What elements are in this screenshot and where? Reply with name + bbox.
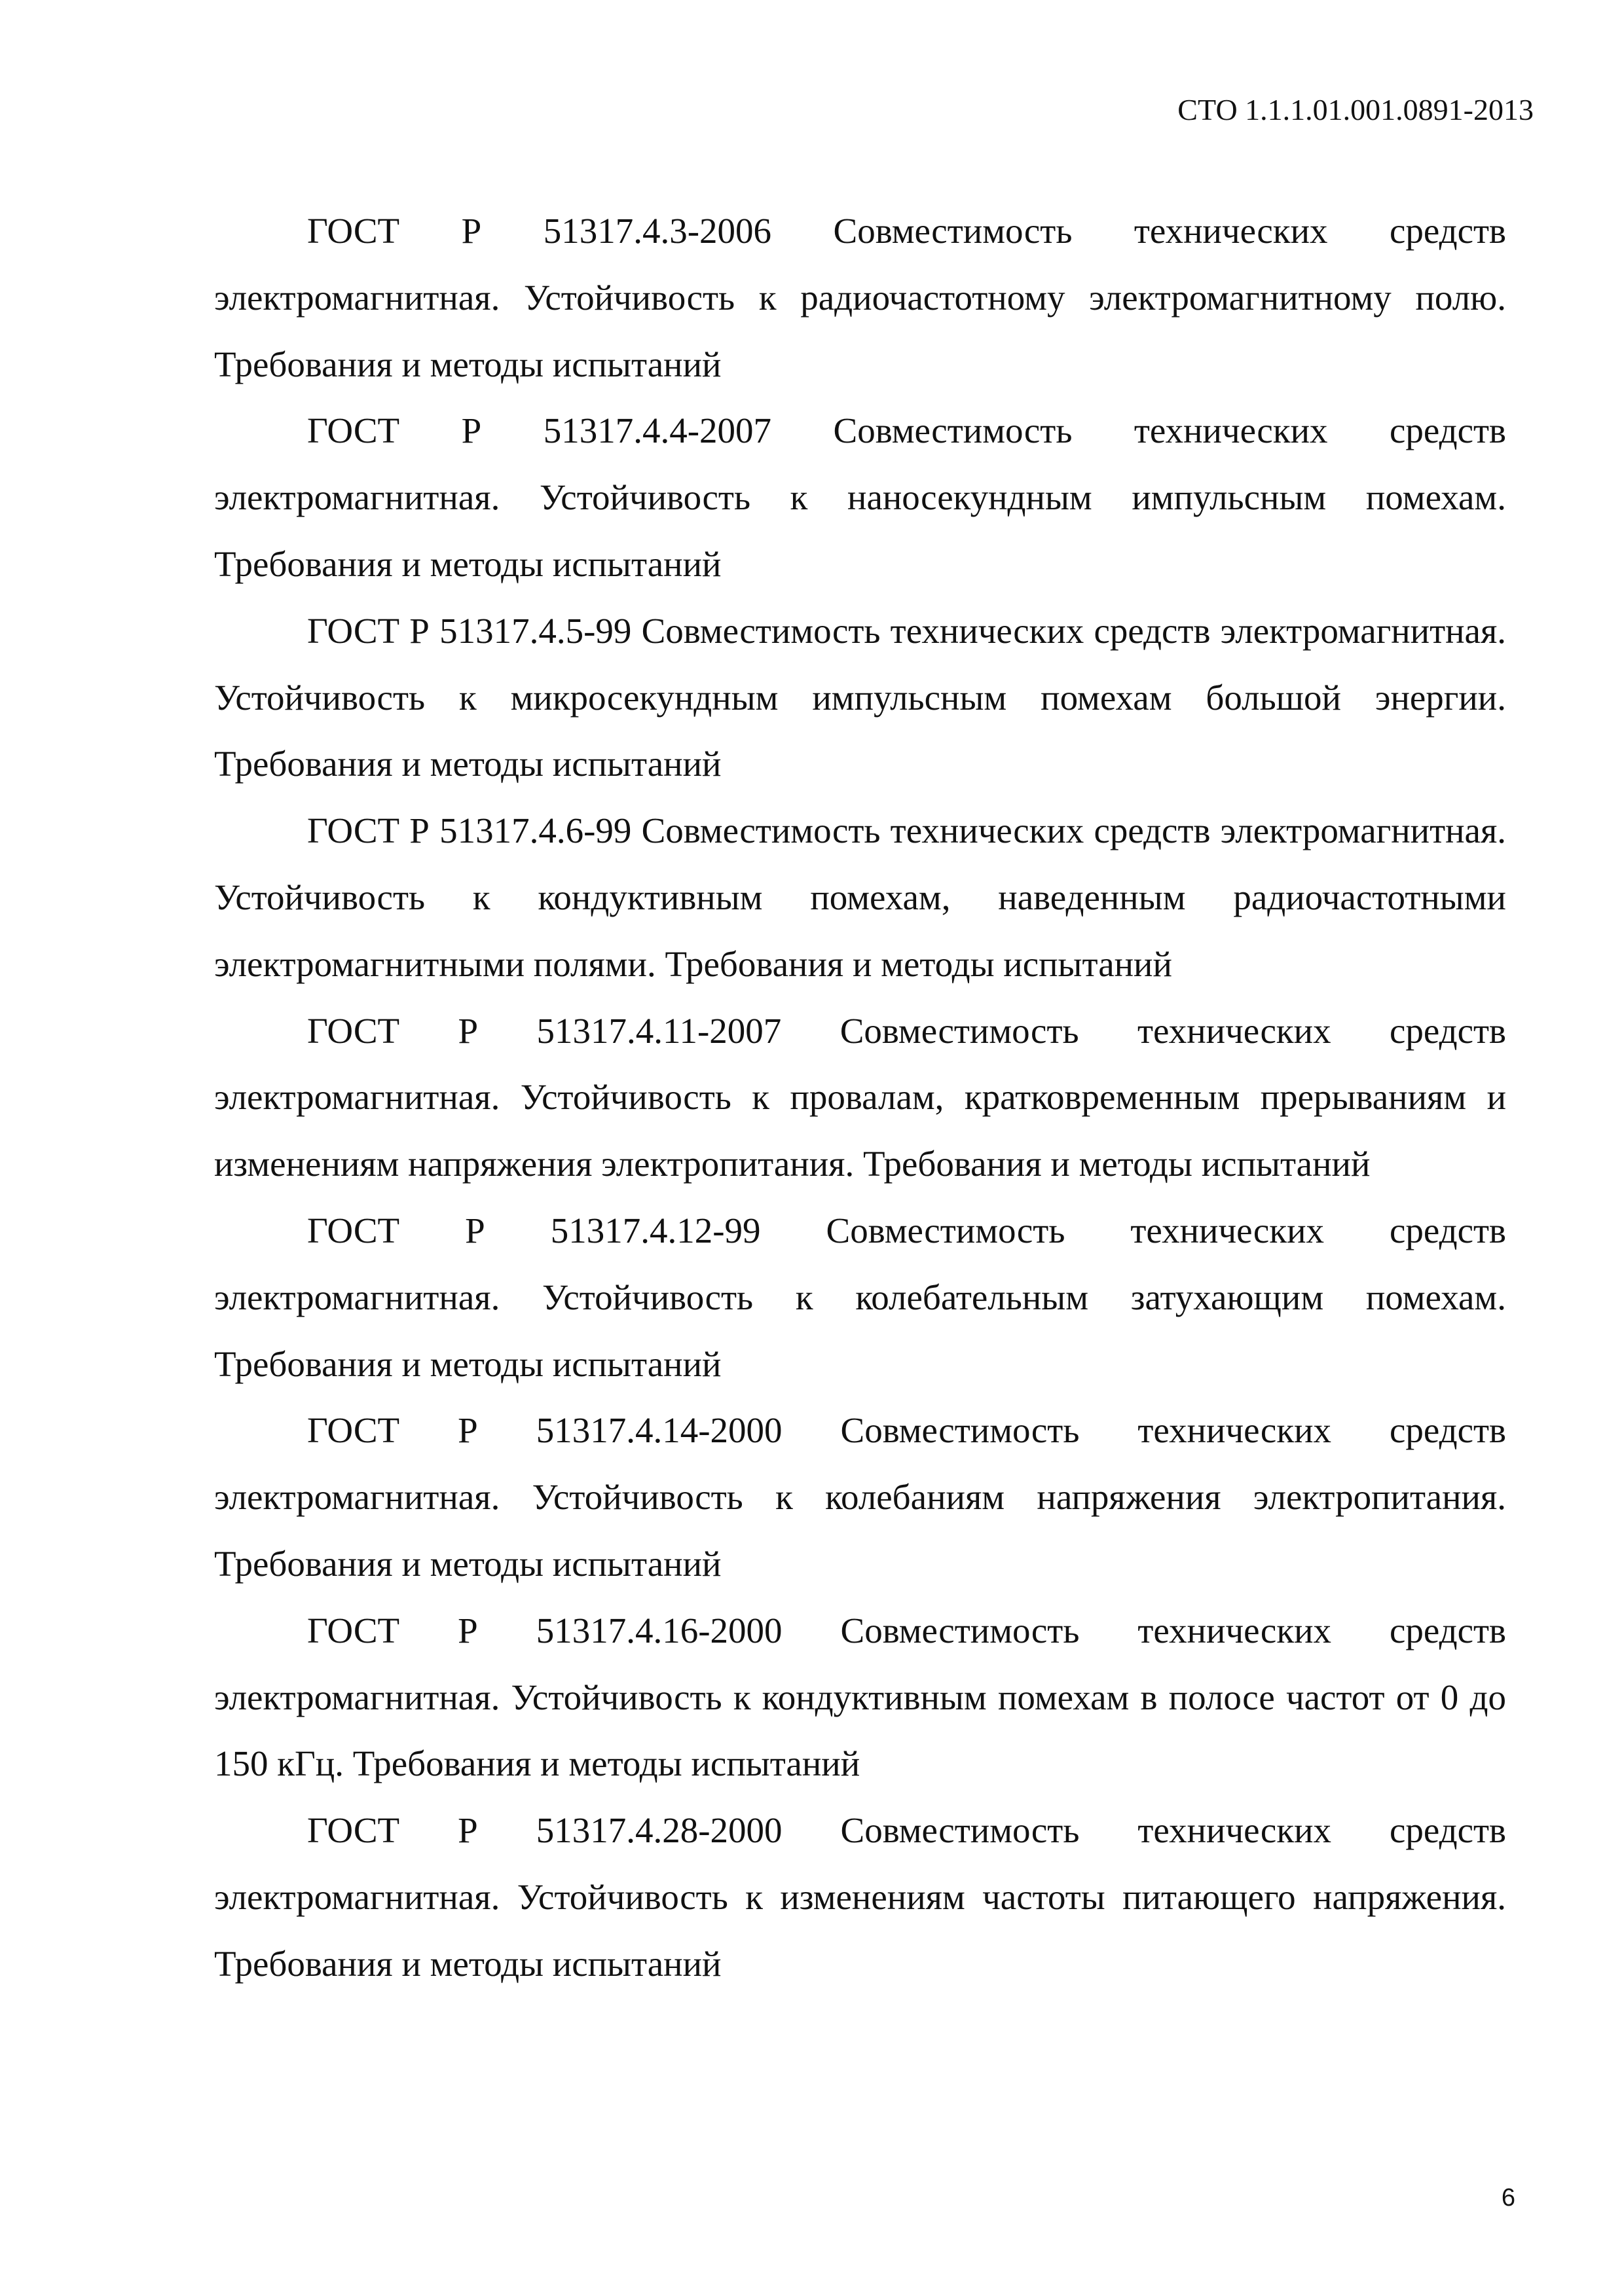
reference-item: ГОСТ Р 51317.4.5-99 Совместимость технических средств электромагнитная. Устойчивость к микросекундным импульсным помехам большой энергии. Требования и методы испытаний [214,610,1506,784]
reference-item: ГОСТ Р 51317.4.6-99 Совместимость технических средств электромагнитная. Устойчивость к кондуктивным помехам, наведенным радиочастотными электромагнитными полями. Требования и методы испытаний [214,811,1506,984]
reference-item: ГОСТ Р 51317.4.3-2006 Совместимость технических средств электромагнитная. Устойчивость к радиочастотному электромагнитному полю. Требования и методы испытаний [214,211,1506,384]
reference-item: ГОСТ Р 51317.4.12-99 Совместимость технических средств электромагнитная. Устойчивость к колебательным затухающим помехам. Требования и методы испытаний [214,1210,1506,1384]
reference-item: ГОСТ Р 51317.4.28-2000 Совместимость технических средств электромагнитная. Устойчивость к изменениям частоты питающего напряжения. Требования и методы испытаний [214,1810,1506,1984]
document-code-header: СТО 1.1.1.01.001.0891-2013 [1177,93,1534,126]
reference-item: ГОСТ Р 51317.4.11-2007 Совместимость технических средств электромагнитная. Устойчивость к провалам, кратковременным прерываниям и изменениям напряжения электропитания. Требования и методы испытаний [214,1010,1506,1184]
normative-references-list [214,198,1506,1997]
reference-item: ГОСТ Р 51317.4.4-2007 Совместимость технических средств электромагнитная. Устойчивость к наносекундным импульсным помехам. Требования и методы испытаний [214,410,1506,584]
reference-item: ГОСТ Р 51317.4.14-2000 Совместимость технических средств электромагнитная. Устойчивость к колебаниям напряжения электропитания. Требования и методы испытаний [214,1410,1506,1584]
reference-item: ГОСТ Р 51317.4.16-2000 Совместимость технических средств электромагнитная. Устойчивость к кондуктивным помехам в полосе частот от 0 до 150 кГц. Требования и методы испытаний [214,1610,1506,1784]
page-number: 6 [1501,2184,1515,2212]
